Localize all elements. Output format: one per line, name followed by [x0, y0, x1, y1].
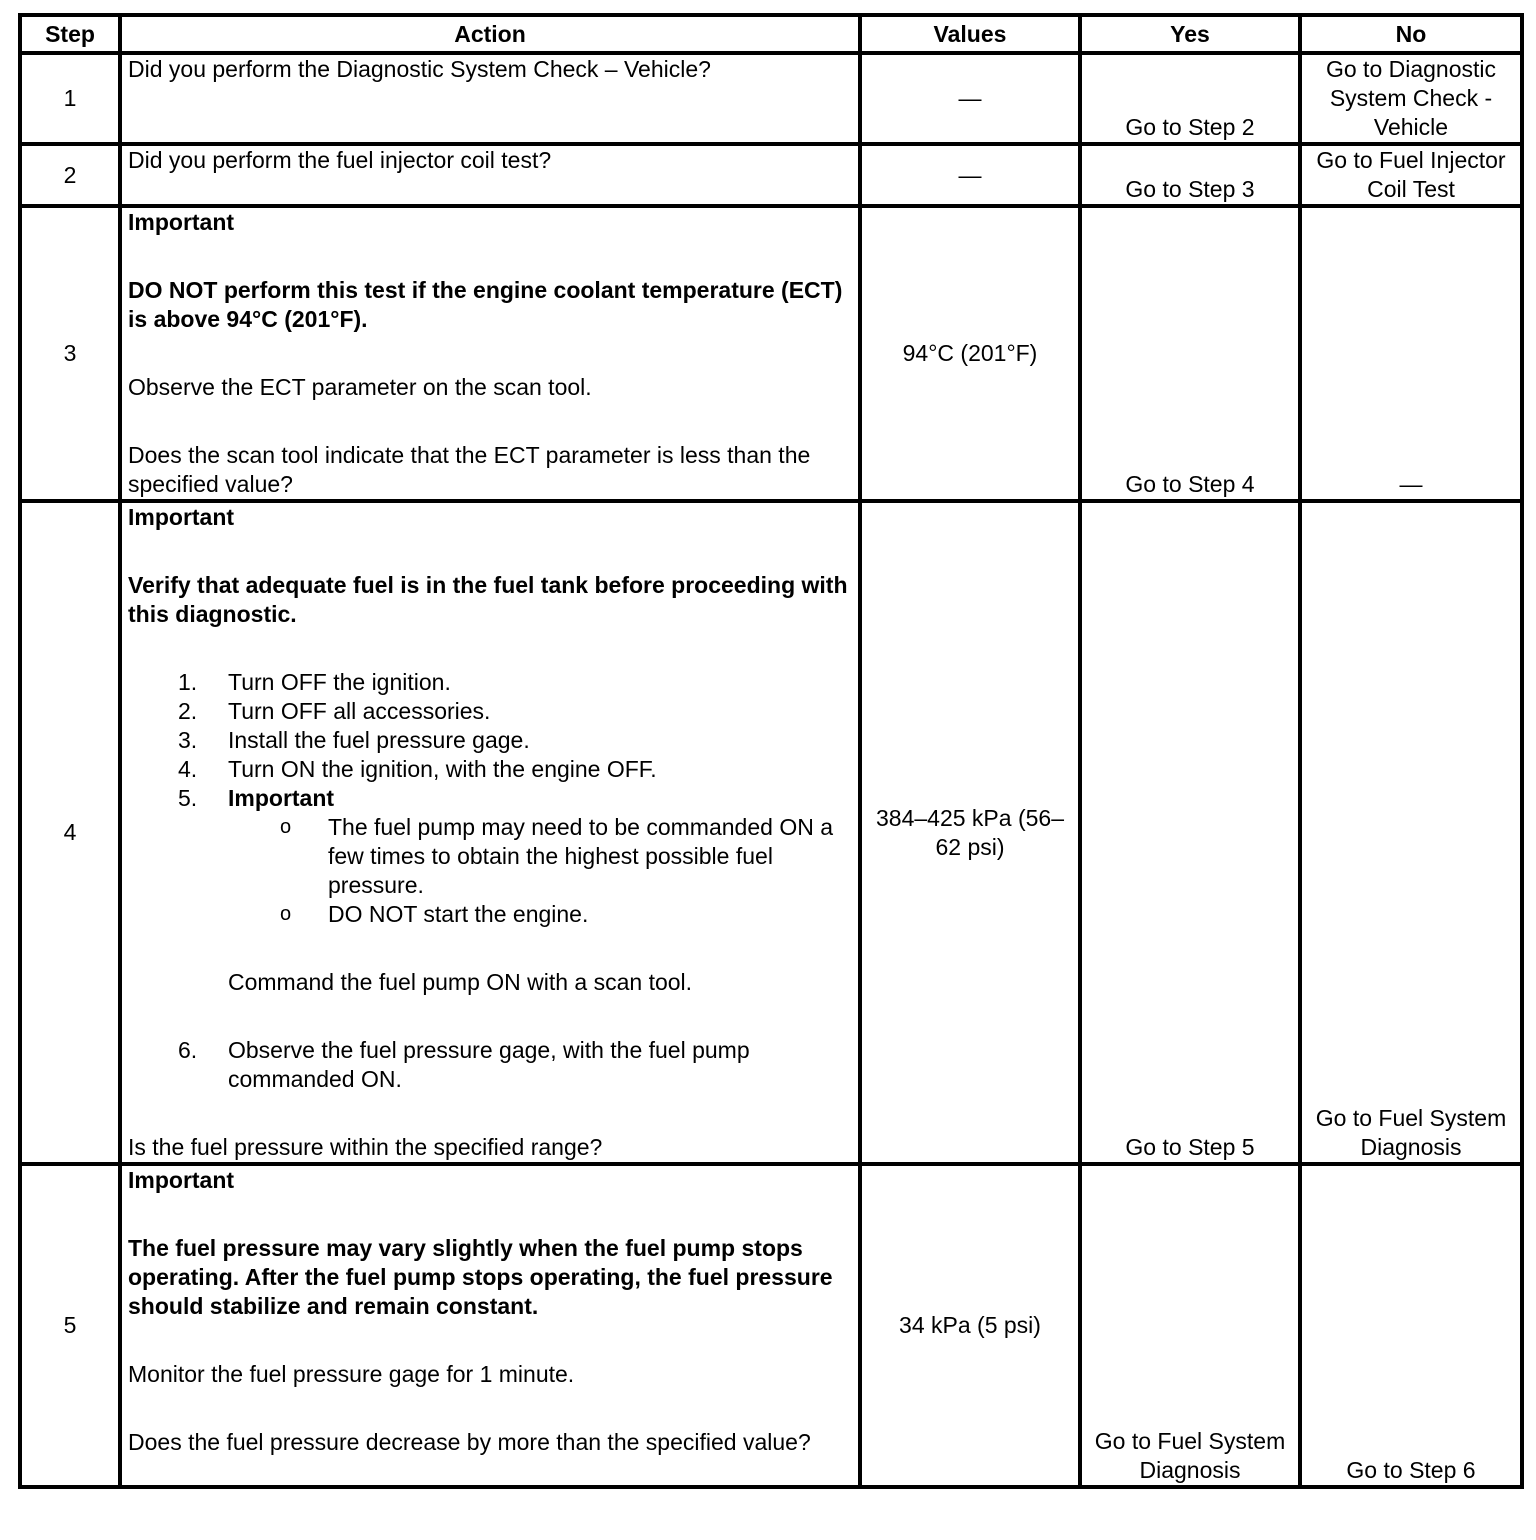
- substep-number: 3.: [178, 727, 198, 753]
- action-cell: [120, 53, 860, 144]
- important-heading: Important: [128, 1167, 235, 1193]
- substep-text: Turn OFF all accessories.: [228, 698, 491, 724]
- substep-number: 2.: [178, 698, 198, 724]
- substep-number: 4.: [178, 756, 198, 782]
- action-question: Is the fuel pressure within the specified range?: [128, 1134, 603, 1160]
- yes-link[interactable]: Go to Step 5: [1080, 501, 1300, 1164]
- substep-text: Install the fuel pressure gage.: [228, 727, 530, 753]
- action-cell: [120, 144, 860, 206]
- action-cell: [120, 206, 860, 501]
- no-link[interactable]: Go to Fuel System Diagnosis: [1300, 501, 1522, 1164]
- substep-instruction: Command the fuel pump ON with a scan tool.: [228, 969, 693, 995]
- substep-text: Turn ON the ignition, with the engine OFF.: [228, 756, 657, 782]
- value-cell: 384–425 kPa (56–62 psi): [860, 501, 1080, 1164]
- action-instruction: Observe the ECT parameter on the scan tool.: [128, 374, 592, 400]
- important-heading: Important: [128, 504, 235, 530]
- header-values: Values: [860, 15, 1080, 53]
- substep-number: 6.: [178, 1037, 198, 1063]
- yes-link[interactable]: Go to Fuel System Diagnosis: [1080, 1164, 1300, 1487]
- table-row: [20, 206, 1522, 501]
- value-cell: 34 kPa (5 psi): [860, 1164, 1080, 1487]
- bullet-text: The fuel pump may need to be commanded ON a few times to obtain the highest possible fuel pressure.: [328, 814, 834, 898]
- step-number: 5: [20, 1164, 120, 1487]
- substep: [128, 726, 852, 755]
- yes-link[interactable]: Go to Step 3: [1080, 144, 1300, 206]
- important-note: The fuel pressure may vary slightly when the fuel pump stops operating. After the fuel pump stops operating, the fuel pressure should stabilize and remain constant.: [128, 1235, 833, 1319]
- substep-important-heading: Important: [228, 785, 335, 811]
- table-row: [20, 144, 1522, 206]
- action-question: Did you perform the Diagnostic System Check – Vehicle?: [128, 56, 711, 82]
- action-question: Does the scan tool indicate that the ECT parameter is less than the specified value?: [128, 442, 811, 497]
- value-cell: 94°C (201°F): [860, 206, 1080, 501]
- substep-number: 1.: [178, 669, 198, 695]
- substep-text: Turn OFF the ignition.: [228, 669, 451, 695]
- table-row: [20, 501, 1522, 1164]
- no-link[interactable]: Go to Diagnostic System Check - Vehicle: [1300, 53, 1522, 144]
- substep: [128, 784, 852, 1036]
- substep: [128, 697, 852, 726]
- header-yes: Yes: [1080, 15, 1300, 53]
- action-cell: [120, 501, 860, 1164]
- substep-bullets: [228, 813, 842, 929]
- substep: [128, 1036, 852, 1094]
- action-cell: [120, 1164, 860, 1487]
- substep: [128, 668, 852, 697]
- step-number: 3: [20, 206, 120, 501]
- bullet-icon: o: [280, 903, 292, 925]
- header-no: No: [1300, 15, 1522, 53]
- no-link[interactable]: Go to Step 6: [1300, 1164, 1522, 1487]
- table-row: [20, 1164, 1522, 1487]
- header-action: Action: [120, 15, 860, 53]
- no-link[interactable]: Go to Fuel Injector Coil Test: [1300, 144, 1522, 206]
- value-cell: —: [860, 144, 1080, 206]
- header-row: [20, 15, 1522, 53]
- substep: [128, 755, 852, 784]
- bullet-item: [228, 813, 842, 900]
- value-cell: —: [860, 53, 1080, 144]
- substep-list: [128, 668, 852, 1094]
- bullet-item: [228, 900, 842, 929]
- table-row: [20, 53, 1522, 144]
- diagnostic-table: [18, 13, 1524, 1489]
- no-link: —: [1300, 206, 1522, 501]
- action-question: Does the fuel pressure decrease by more than the specified value?: [128, 1429, 811, 1455]
- step-number: 1: [20, 53, 120, 144]
- substep-text: Observe the fuel pressure gage, with the fuel pump commanded ON.: [228, 1037, 750, 1092]
- important-heading: Important: [128, 209, 235, 235]
- step-number: 4: [20, 501, 120, 1164]
- bullet-text: DO NOT start the engine.: [328, 901, 589, 927]
- header-step: Step: [20, 15, 120, 53]
- substep-number: 5.: [178, 785, 198, 811]
- important-note: Verify that adequate fuel is in the fuel tank before proceeding with this diagnostic.: [128, 572, 848, 627]
- yes-link[interactable]: Go to Step 2: [1080, 53, 1300, 144]
- step-number: 2: [20, 144, 120, 206]
- action-question: Did you perform the fuel injector coil test?: [128, 147, 552, 173]
- bullet-icon: o: [280, 816, 292, 838]
- action-instruction: Monitor the fuel pressure gage for 1 minute.: [128, 1361, 575, 1387]
- yes-link[interactable]: Go to Step 4: [1080, 206, 1300, 501]
- important-note: DO NOT perform this test if the engine coolant temperature (ECT) is above 94°C (201°F).: [128, 277, 843, 332]
